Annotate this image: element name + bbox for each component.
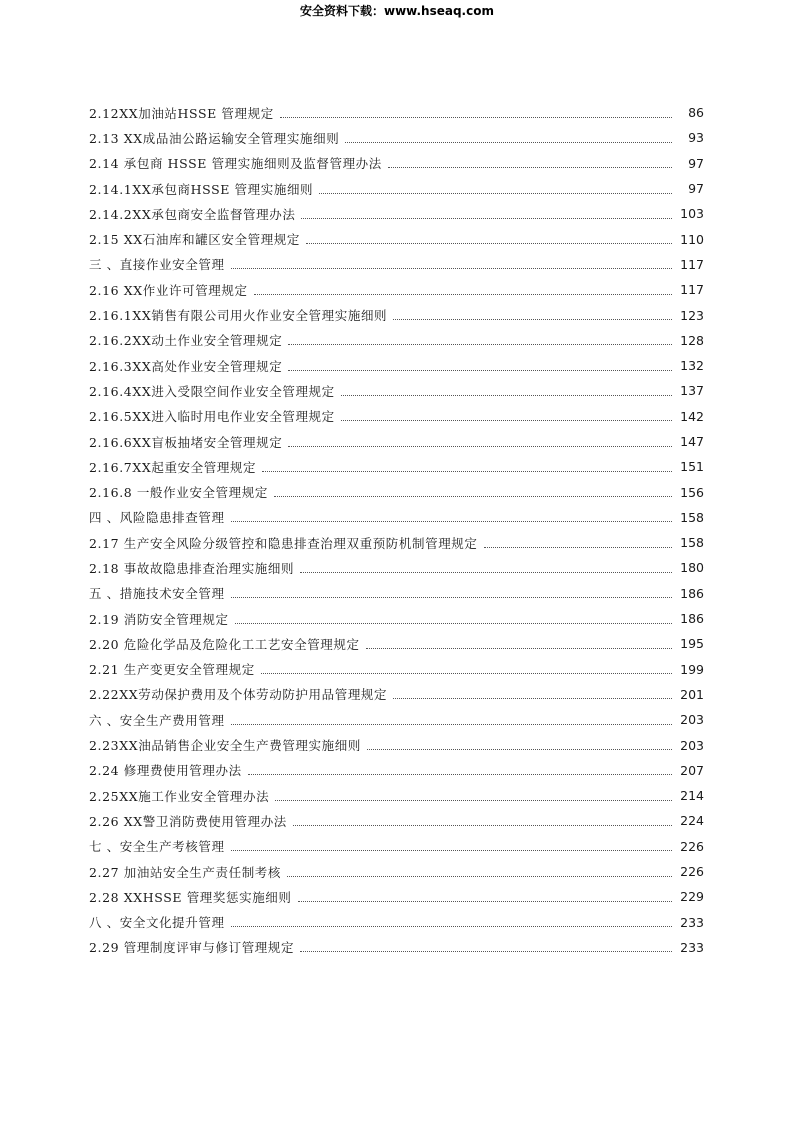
toc-title: 2.16.3XX高处作业安全管理规定 xyxy=(89,358,283,374)
toc-leader xyxy=(298,900,672,902)
toc-title: 三 、直接作业安全管理 xyxy=(89,257,225,273)
toc-leader xyxy=(319,192,672,194)
toc-row[interactable] xyxy=(89,328,704,353)
toc-title: 2.18 事故故隐患排查治理实施细则 xyxy=(89,560,295,576)
toc-leader xyxy=(388,166,672,168)
toc-title: 四 、风险隐患排查管理 xyxy=(89,510,225,526)
toc-row[interactable] xyxy=(89,277,704,302)
toc-page-number: 201 xyxy=(680,686,704,702)
toc-title: 2.16.7XX起重安全管理规定 xyxy=(89,459,257,475)
toc-leader xyxy=(287,875,672,877)
toc-leader xyxy=(254,293,672,295)
toc-leader xyxy=(231,925,672,927)
toc-page-number: 229 xyxy=(680,889,704,905)
toc-row[interactable] xyxy=(89,151,704,176)
table-of-contents xyxy=(89,100,704,960)
toc-page-number: 123 xyxy=(680,307,704,323)
toc-leader xyxy=(341,419,672,421)
toc-row[interactable] xyxy=(89,631,704,656)
toc-row[interactable] xyxy=(89,859,704,884)
page-header: 安全资料下载：www.hseaq.com xyxy=(300,4,494,18)
toc-title: 2.19 消防安全管理规定 xyxy=(89,611,229,627)
toc-leader xyxy=(231,849,672,851)
toc-leader xyxy=(293,824,672,826)
toc-title: 2.12XX加油站HSSE 管理规定 xyxy=(89,105,274,121)
toc-row[interactable] xyxy=(89,935,704,960)
toc-title: 2.17 生产安全风险分级管控和隐患排查治理双重预防机制管理规定 xyxy=(89,535,478,551)
toc-title: 2.16.2XX动土作业安全管理规定 xyxy=(89,333,283,349)
toc-row[interactable] xyxy=(89,657,704,682)
toc-page-number: 203 xyxy=(680,712,704,728)
toc-row[interactable] xyxy=(89,201,704,226)
toc-row[interactable] xyxy=(89,252,704,277)
toc-row[interactable] xyxy=(89,707,704,732)
toc-row[interactable] xyxy=(89,100,704,125)
toc-row[interactable] xyxy=(89,834,704,859)
toc-title: 2.14 承包商 HSSE 管理实施细则及监督管理办法 xyxy=(89,156,382,172)
toc-page-number: 233 xyxy=(680,939,704,955)
toc-title: 2.16.5XX进入临时用电作业安全管理规定 xyxy=(89,409,335,425)
toc-row[interactable] xyxy=(89,682,704,707)
toc-page-number: 195 xyxy=(680,636,704,652)
toc-leader xyxy=(306,242,672,244)
toc-leader xyxy=(366,647,672,649)
toc-page-number: 233 xyxy=(680,914,704,930)
toc-leader xyxy=(275,799,672,801)
toc-title: 2.29 管理制度评审与修订管理规定 xyxy=(89,940,295,956)
toc-page-number: 226 xyxy=(680,864,704,880)
toc-page-number: 226 xyxy=(680,838,704,854)
toc-page-number: 158 xyxy=(680,535,704,551)
toc-leader xyxy=(231,723,672,725)
toc-title: 2.16.1XX销售有限公司用火作业安全管理实施细则 xyxy=(89,308,388,324)
toc-leader xyxy=(231,596,672,598)
toc-title: 2.26 XX警卫消防费使用管理办法 xyxy=(89,813,287,829)
toc-page-number: 117 xyxy=(680,282,704,298)
toc-page-number: 151 xyxy=(680,459,704,475)
toc-page-number: 110 xyxy=(680,231,704,247)
toc-page-number: 103 xyxy=(680,206,704,222)
toc-page-number: 207 xyxy=(680,762,704,778)
toc-title: 2.22XX劳动保护费用及个体劳动防护用品管理规定 xyxy=(89,687,388,703)
toc-title: 2.16 XX作业许可管理规定 xyxy=(89,282,248,298)
toc-leader xyxy=(341,394,672,396)
toc-page-number: 128 xyxy=(680,332,704,348)
toc-leader xyxy=(300,571,672,573)
toc-leader xyxy=(248,773,672,775)
toc-title: 2.24 修理费使用管理办法 xyxy=(89,763,242,779)
toc-page-number: 132 xyxy=(680,358,704,374)
toc-row[interactable] xyxy=(89,226,704,251)
toc-page-number: 180 xyxy=(680,560,704,576)
toc-row[interactable] xyxy=(89,884,704,909)
toc-leader xyxy=(301,217,672,219)
toc-title: 2.14.1XX承包商HSSE 管理实施细则 xyxy=(89,181,314,197)
toc-leader xyxy=(231,520,672,522)
toc-leader xyxy=(261,672,672,674)
toc-title: 2.20 危险化学品及危险化工工艺安全管理规定 xyxy=(89,636,360,652)
toc-title: 2.13 XX成品油公路运输安全管理实施细则 xyxy=(89,130,340,146)
toc-leader xyxy=(262,470,672,472)
toc-row[interactable] xyxy=(89,302,704,327)
toc-row[interactable] xyxy=(89,606,704,631)
toc-row[interactable] xyxy=(89,555,704,580)
toc-page-number: 199 xyxy=(680,661,704,677)
toc-row[interactable] xyxy=(89,404,704,429)
toc-row[interactable] xyxy=(89,353,704,378)
toc-row[interactable] xyxy=(89,454,704,479)
toc-row[interactable] xyxy=(89,530,704,555)
toc-leader xyxy=(280,116,672,118)
toc-row[interactable] xyxy=(89,581,704,606)
toc-row[interactable] xyxy=(89,783,704,808)
toc-page-number: 97 xyxy=(688,155,704,171)
toc-page-number: 137 xyxy=(680,383,704,399)
toc-leader xyxy=(274,495,672,497)
toc-page-number: 142 xyxy=(680,408,704,424)
toc-page-number: 186 xyxy=(680,611,704,627)
toc-page-number: 93 xyxy=(688,130,704,146)
toc-row[interactable] xyxy=(89,125,704,150)
toc-title: 2.14.2XX承包商安全监督管理办法 xyxy=(89,206,296,222)
toc-row[interactable] xyxy=(89,758,704,783)
toc-leader xyxy=(235,622,672,624)
toc-page-number: 117 xyxy=(680,256,704,272)
toc-page-number: 97 xyxy=(688,181,704,197)
toc-page-number: 186 xyxy=(680,585,704,601)
toc-leader xyxy=(367,748,672,750)
toc-row[interactable] xyxy=(89,378,704,403)
toc-leader xyxy=(288,369,672,371)
toc-page-number: 214 xyxy=(680,788,704,804)
toc-leader xyxy=(231,267,672,269)
toc-title: 2.16.4XX进入受限空间作业安全管理规定 xyxy=(89,383,335,399)
toc-row[interactable] xyxy=(89,479,704,504)
toc-title: 2.15 XX石油库和罐区安全管理规定 xyxy=(89,232,301,248)
toc-leader xyxy=(345,141,672,143)
toc-title: 2.21 生产变更安全管理规定 xyxy=(89,662,255,678)
toc-page-number: 158 xyxy=(680,509,704,525)
toc-page-number: 156 xyxy=(680,484,704,500)
toc-row[interactable] xyxy=(89,910,704,935)
toc-leader xyxy=(393,697,672,699)
toc-title: 五 、措施技术安全管理 xyxy=(89,586,225,602)
toc-row[interactable] xyxy=(89,429,704,454)
toc-title: 七 、安全生产考核管理 xyxy=(89,839,225,855)
toc-leader xyxy=(393,318,672,320)
toc-title: 六 、安全生产费用管理 xyxy=(89,712,225,728)
toc-page-number: 147 xyxy=(680,434,704,449)
toc-leader xyxy=(484,546,672,548)
toc-row[interactable] xyxy=(89,505,704,530)
toc-row[interactable] xyxy=(89,808,704,833)
toc-leader xyxy=(288,343,672,345)
toc-title: 2.25XX施工作业安全管理办法 xyxy=(89,788,270,804)
toc-title: 2.16.8 一般作业安全管理规定 xyxy=(89,485,268,501)
toc-title: 2.23XX油品销售企业安全生产费管理实施细则 xyxy=(89,738,361,754)
toc-row[interactable] xyxy=(89,176,704,201)
toc-title: 2.27 加油站安全生产责任制考核 xyxy=(89,864,282,880)
toc-title: 2.16.6XX盲板抽堵安全管理规定 xyxy=(89,434,283,450)
toc-page-number: 224 xyxy=(680,813,704,829)
toc-title: 2.28 XXHSSE 管理奖惩实施细则 xyxy=(89,889,292,905)
toc-page-number: 86 xyxy=(688,105,704,121)
toc-row[interactable] xyxy=(89,732,704,757)
toc-page-number: 203 xyxy=(680,737,704,753)
toc-leader xyxy=(300,950,672,952)
toc-title: 八 、安全文化提升管理 xyxy=(89,915,225,931)
toc-leader xyxy=(288,445,672,447)
